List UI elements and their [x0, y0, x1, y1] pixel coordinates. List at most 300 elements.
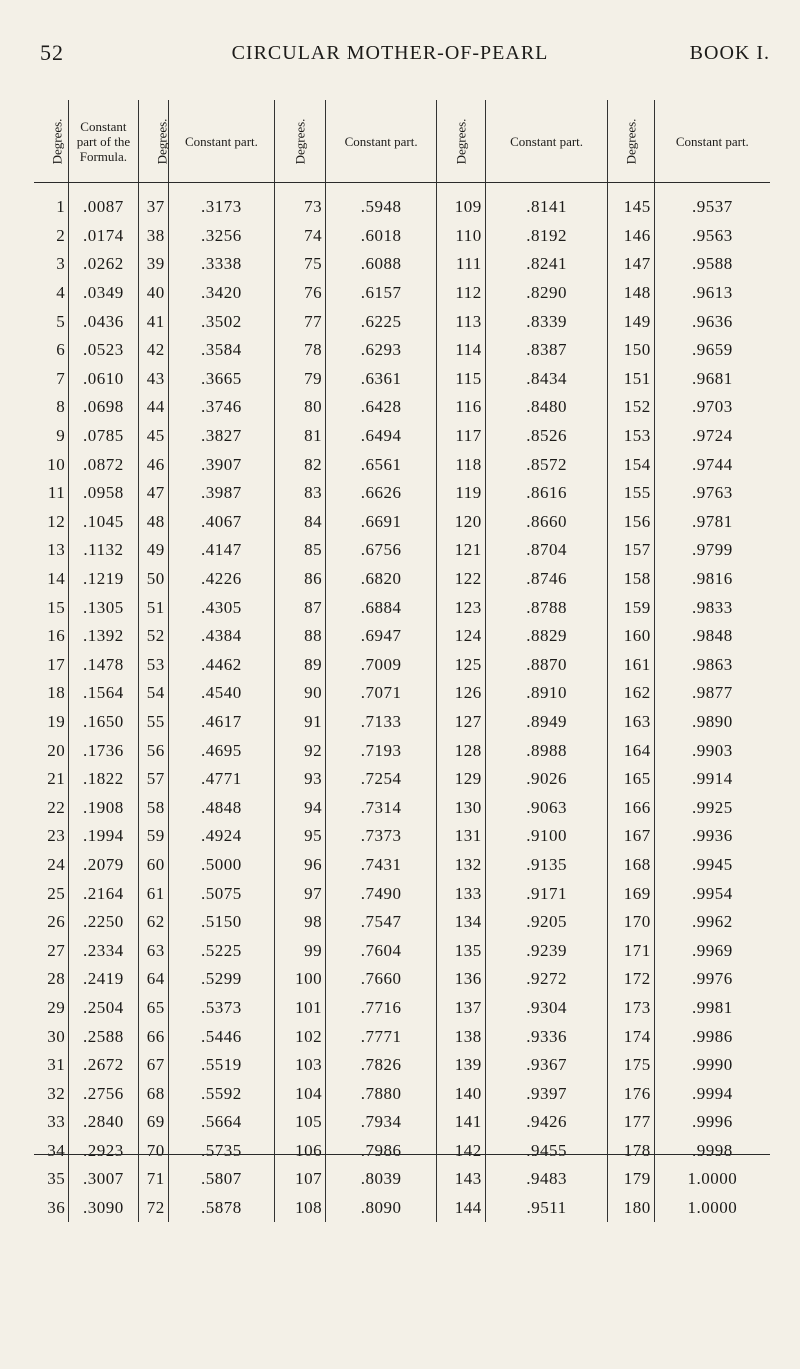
- constant-cell: .2923: [69, 1137, 138, 1166]
- constant-cell: .4924: [168, 822, 274, 851]
- degree-cell: 120: [437, 508, 486, 537]
- degree-cell: 65: [138, 994, 168, 1023]
- degree-cell: 115: [437, 365, 486, 394]
- constant-cell: .9990: [691, 1055, 733, 1075]
- degree-cell: 99: [275, 936, 326, 965]
- constant-cell: .8660: [485, 508, 608, 537]
- page-number: 52: [40, 40, 64, 65]
- constant-table: [34, 100, 770, 1222]
- degree-cell: 70: [138, 1137, 168, 1166]
- degree-cell: 7: [34, 365, 69, 394]
- constant-cell: .4540: [168, 679, 274, 708]
- degree-cell: 76: [275, 279, 326, 308]
- constant-cell: .0785: [69, 422, 138, 451]
- degree-cell: 106: [275, 1137, 326, 1166]
- degree-cell: 29: [34, 994, 69, 1023]
- degree-cell: 35: [34, 1165, 69, 1194]
- constant-cell: .8788: [485, 593, 608, 622]
- degree-cell: 138: [437, 1022, 486, 1051]
- constant-cell: .5373: [168, 994, 274, 1023]
- table-row: [34, 336, 770, 365]
- constant-cell: .0087: [69, 183, 138, 222]
- degree-cell: 90: [275, 679, 326, 708]
- constant-cell: .7373: [326, 822, 437, 851]
- constant-cell: .9100: [485, 822, 608, 851]
- degree-cell: 30: [34, 1022, 69, 1051]
- degree-cell: 179: [608, 1165, 654, 1194]
- degree-cell: 113: [437, 307, 486, 336]
- constant-cell: .8704: [485, 536, 608, 565]
- degree-cell: 147: [608, 250, 654, 279]
- constant-cell: .5225: [168, 936, 274, 965]
- constant-cell: .5735: [168, 1137, 274, 1166]
- degree-cell: 180: [608, 1194, 654, 1223]
- constant-cell: .2079: [69, 851, 138, 880]
- constant-cell: .7133: [326, 708, 437, 737]
- constant-cell: .7314: [326, 793, 437, 822]
- table-row: [34, 593, 770, 622]
- degree-cell: 151: [608, 365, 654, 394]
- degree-cell: 15: [34, 593, 69, 622]
- degree-cell: 101: [275, 994, 326, 1023]
- table-row: [34, 479, 770, 508]
- constant-cell: .2504: [69, 994, 138, 1023]
- degree-cell: 149: [608, 307, 654, 336]
- constant-cell: .9936: [691, 826, 733, 846]
- degree-cell: 140: [437, 1079, 486, 1108]
- constant-cell: .4067: [168, 508, 274, 537]
- degree-cell: 176: [608, 1079, 654, 1108]
- constant-cell: .6157: [326, 279, 437, 308]
- degree-cell: 73: [275, 183, 326, 222]
- degrees-header: Degrees.: [34, 100, 69, 183]
- constant-cell: .9239: [485, 936, 608, 965]
- constant-cell: .4147: [168, 536, 274, 565]
- degree-cell: 56: [138, 736, 168, 765]
- constant-cell: .0262: [69, 250, 138, 279]
- constant-cell: .3502: [168, 307, 274, 336]
- constant-cell: .3827: [168, 422, 274, 451]
- degree-cell: 116: [437, 393, 486, 422]
- constant-cell: .6018: [326, 222, 437, 251]
- degree-cell: 72: [138, 1194, 168, 1223]
- constant-cell: .7880: [326, 1079, 437, 1108]
- table-row: [34, 1079, 770, 1108]
- constant-cell: .8387: [485, 336, 608, 365]
- constant-cell: .5878: [168, 1194, 274, 1223]
- constant-cell: .9781: [691, 511, 733, 531]
- constant-cell: .6428: [326, 393, 437, 422]
- degree-cell: 164: [608, 736, 654, 765]
- constant-cell: .3584: [168, 336, 274, 365]
- degree-cell: 62: [138, 908, 168, 937]
- degree-cell: 6: [34, 336, 69, 365]
- degree-cell: 172: [608, 965, 654, 994]
- degree-cell: 68: [138, 1079, 168, 1108]
- constant-header: Constant part.: [326, 100, 437, 183]
- constant-cell: .9877: [691, 683, 733, 703]
- constant-cell: .7490: [326, 879, 437, 908]
- constant-cell: .9848: [691, 626, 733, 646]
- constant-cell: .3907: [168, 450, 274, 479]
- constant-cell: .6820: [326, 565, 437, 594]
- degrees-header: Degrees.: [275, 100, 326, 183]
- constant-cell: .7254: [326, 765, 437, 794]
- constant-cell: .9724: [691, 426, 733, 446]
- degree-cell: 136: [437, 965, 486, 994]
- degrees-header: Degrees.: [608, 100, 654, 183]
- constant-cell: .9613: [691, 283, 733, 303]
- constant-cell: .9799: [691, 540, 733, 560]
- constant-cell: .6756: [326, 536, 437, 565]
- degree-cell: 85: [275, 536, 326, 565]
- constant-cell: .9925: [691, 797, 733, 817]
- constant-cell: .5592: [168, 1079, 274, 1108]
- table-row: [34, 965, 770, 994]
- degree-cell: 102: [275, 1022, 326, 1051]
- constant-cell: .8949: [485, 708, 608, 737]
- constant-cell: .8434: [485, 365, 608, 394]
- constant-cell: .7193: [326, 736, 437, 765]
- table-row: [34, 1022, 770, 1051]
- degree-cell: 107: [275, 1165, 326, 1194]
- constant-cell: .9969: [691, 940, 733, 960]
- constant-cell: .6626: [326, 479, 437, 508]
- constant-cell: .4617: [168, 708, 274, 737]
- table-row: [34, 994, 770, 1023]
- constant-cell: .9681: [691, 368, 733, 388]
- degree-cell: 105: [275, 1108, 326, 1137]
- constant-cell: .4462: [168, 651, 274, 680]
- table-row: [34, 936, 770, 965]
- degree-cell: 31: [34, 1051, 69, 1080]
- degree-cell: 58: [138, 793, 168, 822]
- degree-cell: 145: [608, 183, 654, 222]
- constant-cell: .8988: [485, 736, 608, 765]
- constant-cell: .9833: [691, 597, 733, 617]
- degree-cell: 144: [437, 1194, 486, 1223]
- constant-cell: .1478: [69, 651, 138, 680]
- degree-cell: 94: [275, 793, 326, 822]
- degree-cell: 26: [34, 908, 69, 937]
- constant-cell: .5807: [168, 1165, 274, 1194]
- degree-cell: 80: [275, 393, 326, 422]
- constant-cell: .0349: [69, 279, 138, 308]
- degree-cell: 8: [34, 393, 69, 422]
- constant-cell: .4848: [168, 793, 274, 822]
- table-row: [34, 651, 770, 680]
- degree-cell: 67: [138, 1051, 168, 1080]
- degree-cell: 126: [437, 679, 486, 708]
- degree-cell: 44: [138, 393, 168, 422]
- constant-cell: .1132: [69, 536, 138, 565]
- constant-cell: .9863: [691, 654, 733, 674]
- constant-cell: .9026: [485, 765, 608, 794]
- degree-cell: 110: [437, 222, 486, 251]
- table-row: [34, 422, 770, 451]
- constant-cell: .3338: [168, 250, 274, 279]
- constant-cell: .5075: [168, 879, 274, 908]
- constant-header: Constant part.: [654, 100, 770, 183]
- constant-cell: .7009: [326, 651, 437, 680]
- degree-cell: 81: [275, 422, 326, 451]
- constant-cell: .8910: [485, 679, 608, 708]
- degree-cell: 2: [34, 222, 69, 251]
- degree-cell: 89: [275, 651, 326, 680]
- constant-cell: .0958: [69, 479, 138, 508]
- constant-cell: .9986: [691, 1026, 733, 1046]
- constant-cell: .6884: [326, 593, 437, 622]
- degree-cell: 14: [34, 565, 69, 594]
- constant-cell: .3746: [168, 393, 274, 422]
- degree-cell: 50: [138, 565, 168, 594]
- constant-cell: .8339: [485, 307, 608, 336]
- degree-cell: 17: [34, 651, 69, 680]
- degree-cell: 100: [275, 965, 326, 994]
- constant-cell: .8192: [485, 222, 608, 251]
- constant-cell: .9367: [485, 1051, 608, 1080]
- constant-cell: .2756: [69, 1079, 138, 1108]
- degree-cell: 34: [34, 1137, 69, 1166]
- constant-cell: .7934: [326, 1108, 437, 1137]
- constant-cell: .7660: [326, 965, 437, 994]
- table-row: [34, 183, 770, 222]
- constant-cell: .5664: [168, 1108, 274, 1137]
- constant-cell: .2588: [69, 1022, 138, 1051]
- constant-cell: .6947: [326, 622, 437, 651]
- table-row: [34, 508, 770, 537]
- degree-cell: 1: [34, 183, 69, 222]
- constant-cell: .0436: [69, 307, 138, 336]
- constant-cell: .9636: [691, 311, 733, 331]
- page-header: [40, 40, 770, 70]
- constant-cell: .4384: [168, 622, 274, 651]
- constant-cell: .0872: [69, 450, 138, 479]
- constant-cell: .4226: [168, 565, 274, 594]
- degree-cell: 146: [608, 222, 654, 251]
- degree-cell: 167: [608, 822, 654, 851]
- constant-cell: .3007: [69, 1165, 138, 1194]
- constant-cell: .7547: [326, 908, 437, 937]
- constant-cell: .9304: [485, 994, 608, 1023]
- degree-cell: 125: [437, 651, 486, 680]
- constant-cell: .9914: [691, 769, 733, 789]
- constant-cell: .6691: [326, 508, 437, 537]
- constant-cell: .9272: [485, 965, 608, 994]
- constant-cell: .1908: [69, 793, 138, 822]
- constant-cell: .7771: [326, 1022, 437, 1051]
- degree-cell: 51: [138, 593, 168, 622]
- constant-cell: .0174: [69, 222, 138, 251]
- degree-cell: 57: [138, 765, 168, 794]
- table-row: [34, 279, 770, 308]
- degree-cell: 23: [34, 822, 69, 851]
- degree-cell: 122: [437, 565, 486, 594]
- constant-cell: .9976: [691, 969, 733, 989]
- degree-cell: 109: [437, 183, 486, 222]
- degree-cell: 28: [34, 965, 69, 994]
- constant-cell: .9455: [485, 1137, 608, 1166]
- degree-cell: 13: [34, 536, 69, 565]
- constant-cell: .9397: [485, 1079, 608, 1108]
- constant-cell: .2419: [69, 965, 138, 994]
- constant-cell: .9588: [691, 254, 733, 274]
- constant-cell: .5000: [168, 851, 274, 880]
- constant-cell: .3420: [168, 279, 274, 308]
- degree-cell: 54: [138, 679, 168, 708]
- constant-cell: .4771: [168, 765, 274, 794]
- constant-cell: .9537: [691, 197, 733, 217]
- degree-cell: 41: [138, 307, 168, 336]
- table-row: [34, 1137, 770, 1166]
- degree-cell: 78: [275, 336, 326, 365]
- constant-cell: .7431: [326, 851, 437, 880]
- degree-cell: 32: [34, 1079, 69, 1108]
- degree-cell: 18: [34, 679, 69, 708]
- degree-cell: 79: [275, 365, 326, 394]
- degree-cell: 46: [138, 450, 168, 479]
- constant-cell: .5948: [326, 183, 437, 222]
- degree-cell: 12: [34, 508, 69, 537]
- constant-cell: .8526: [485, 422, 608, 451]
- running-title: CIRCULAR MOTHER-OF-PEARL: [231, 42, 549, 64]
- table-row: [34, 450, 770, 479]
- degree-cell: 88: [275, 622, 326, 651]
- constant-cell: .1822: [69, 765, 138, 794]
- table-row: [34, 679, 770, 708]
- degree-cell: 142: [437, 1137, 486, 1166]
- degree-cell: 74: [275, 222, 326, 251]
- table-bottom-rule: [34, 1154, 770, 1155]
- degree-cell: 133: [437, 879, 486, 908]
- degree-cell: 118: [437, 450, 486, 479]
- constant-cell: .4305: [168, 593, 274, 622]
- constant-cell: .5446: [168, 1022, 274, 1051]
- degree-cell: 130: [437, 793, 486, 822]
- constant-cell: .0523: [69, 336, 138, 365]
- constant-cell: .1736: [69, 736, 138, 765]
- constant-header: Constant part of the Formula.: [69, 100, 138, 183]
- degree-cell: 47: [138, 479, 168, 508]
- degree-cell: 96: [275, 851, 326, 880]
- constant-cell: .4695: [168, 736, 274, 765]
- degree-cell: 150: [608, 336, 654, 365]
- constant-cell: .9744: [691, 454, 733, 474]
- degree-cell: 71: [138, 1165, 168, 1194]
- constant-cell: .8141: [485, 183, 608, 222]
- degree-cell: 162: [608, 679, 654, 708]
- degree-cell: 163: [608, 708, 654, 737]
- constant-cell: .7826: [326, 1051, 437, 1080]
- constant-cell: .5299: [168, 965, 274, 994]
- degree-cell: 61: [138, 879, 168, 908]
- constant-cell: .6088: [326, 250, 437, 279]
- table-row: [34, 1165, 770, 1194]
- constant-cell: .8616: [485, 479, 608, 508]
- degree-cell: 169: [608, 879, 654, 908]
- degree-cell: 21: [34, 765, 69, 794]
- constant-cell: .9703: [691, 397, 733, 417]
- constant-cell: .3090: [69, 1194, 138, 1223]
- constant-cell: .9336: [485, 1022, 608, 1051]
- degree-cell: 103: [275, 1051, 326, 1080]
- constant-cell: .8039: [326, 1165, 437, 1194]
- table-row: [34, 622, 770, 651]
- degree-cell: 177: [608, 1108, 654, 1137]
- constant-cell: .9998: [691, 1140, 733, 1160]
- constant-cell: .9890: [691, 711, 733, 731]
- degree-cell: 53: [138, 651, 168, 680]
- degree-cell: 4: [34, 279, 69, 308]
- degree-cell: 43: [138, 365, 168, 394]
- constant-header: Constant part.: [168, 100, 274, 183]
- degree-cell: 5: [34, 307, 69, 336]
- degree-cell: 111: [437, 250, 486, 279]
- degree-cell: 124: [437, 622, 486, 651]
- constant-cell: .0698: [69, 393, 138, 422]
- constant-cell: .7604: [326, 936, 437, 965]
- constant-cell: .7716: [326, 994, 437, 1023]
- constant-cell: .9981: [691, 997, 733, 1017]
- degree-cell: 139: [437, 1051, 486, 1080]
- constant-cell: .6494: [326, 422, 437, 451]
- constant-cell: .1650: [69, 708, 138, 737]
- constant-cell: .8829: [485, 622, 608, 651]
- table-row: [34, 536, 770, 565]
- degree-cell: 92: [275, 736, 326, 765]
- constant-cell: .9135: [485, 851, 608, 880]
- constant-cell: .7071: [326, 679, 437, 708]
- constant-cell: .9763: [691, 483, 733, 503]
- table-row: [34, 307, 770, 336]
- degree-cell: 131: [437, 822, 486, 851]
- book-label: BOOK I.: [689, 42, 770, 64]
- table-row: [34, 222, 770, 251]
- constant-cell: .9483: [485, 1165, 608, 1194]
- degree-cell: 3: [34, 250, 69, 279]
- degree-cell: 173: [608, 994, 654, 1023]
- constant-cell: .2840: [69, 1108, 138, 1137]
- constant-cell: .1392: [69, 622, 138, 651]
- degree-cell: 156: [608, 508, 654, 537]
- constant-cell: .3256: [168, 222, 274, 251]
- constant-cell: .1219: [69, 565, 138, 594]
- degree-cell: 161: [608, 651, 654, 680]
- degree-cell: 9: [34, 422, 69, 451]
- constant-cell: .9426: [485, 1108, 608, 1137]
- degree-cell: 42: [138, 336, 168, 365]
- degree-cell: 171: [608, 936, 654, 965]
- degree-cell: 132: [437, 851, 486, 880]
- table-row: [34, 879, 770, 908]
- table-row: [34, 736, 770, 765]
- degree-cell: 159: [608, 593, 654, 622]
- degree-cell: 165: [608, 765, 654, 794]
- degree-cell: 148: [608, 279, 654, 308]
- degree-cell: 152: [608, 393, 654, 422]
- constant-cell: .2672: [69, 1051, 138, 1080]
- constant-cell: .9903: [691, 740, 733, 760]
- degree-cell: 154: [608, 450, 654, 479]
- degree-cell: 114: [437, 336, 486, 365]
- degree-cell: 121: [437, 536, 486, 565]
- table-row: [34, 908, 770, 937]
- constant-cell: .6561: [326, 450, 437, 479]
- constant-cell: .9962: [691, 912, 733, 932]
- degree-cell: 129: [437, 765, 486, 794]
- table-row: [34, 1051, 770, 1080]
- degree-cell: 45: [138, 422, 168, 451]
